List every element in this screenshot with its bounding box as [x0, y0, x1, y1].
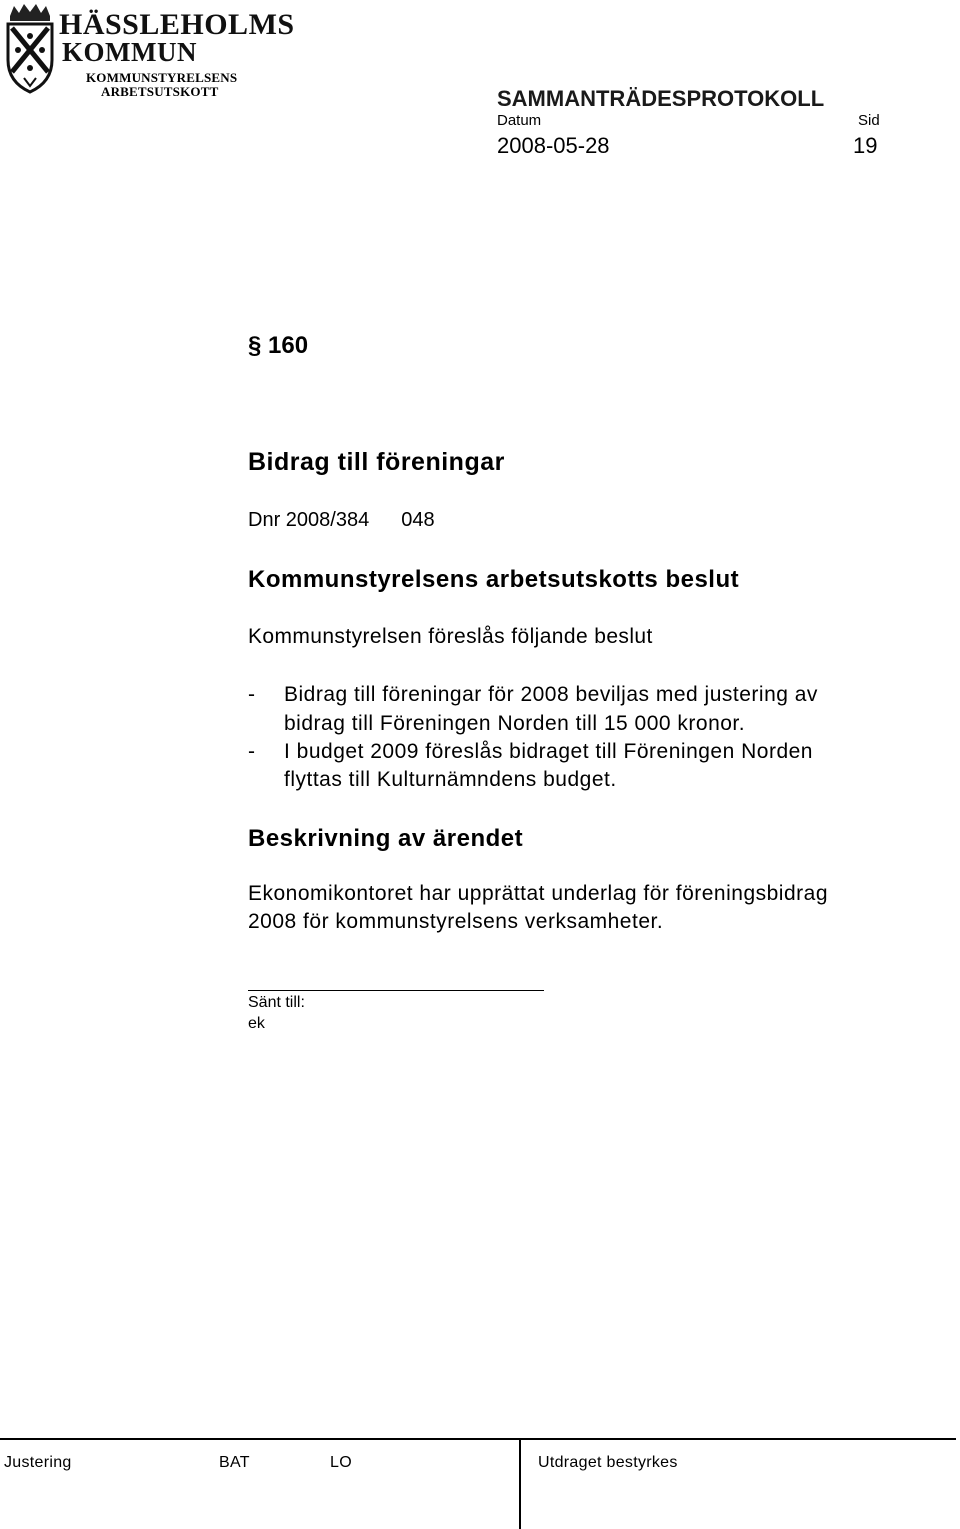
initials-bat: BAT	[219, 1454, 250, 1471]
logo-kommun: KOMMUN	[62, 37, 197, 67]
date-value: 2008-05-28	[497, 133, 610, 158]
decision-heading: Kommunstyrelsens arbetsutskotts beslut	[248, 566, 740, 593]
initials-lo: LO	[330, 1454, 352, 1471]
case-number	[248, 509, 435, 532]
bullet-2-line-2: flyttas till Kulturnämndens budget.	[284, 768, 617, 791]
certified-label: Utdraget bestyrkes	[538, 1454, 678, 1471]
footer-rule	[0, 1438, 956, 1440]
document-type: SAMMANTRÄDESPROTOKOLL	[497, 86, 825, 111]
divider-line	[248, 990, 544, 991]
justering-label: Justering	[4, 1454, 72, 1471]
bullet-dash: -	[248, 740, 255, 763]
description-heading: Beskrivning av ärendet	[248, 825, 524, 852]
section-title: Bidrag till föreningar	[248, 448, 505, 476]
municipality-logo	[4, 2, 295, 99]
footer-divider	[519, 1438, 521, 1529]
dnr-code: 048	[401, 509, 435, 531]
bullet-dash: -	[248, 683, 255, 706]
logo-board: KOMMUNSTYRELSENS	[86, 70, 238, 85]
page-label: Sid	[858, 112, 880, 129]
bullet-2-line-1: I budget 2009 föreslås bidraget till Föreningen Norden	[284, 740, 813, 763]
coat-of-arms-icon	[4, 2, 56, 96]
bullet-1-line-2: bidrag till Föreningen Norden till 15 000 kronor.	[284, 712, 746, 735]
sent-to-value: ek	[248, 1015, 265, 1032]
description-line-1: Ekonomikontoret har upprättat underlag för föreningsbidrag	[248, 882, 829, 905]
logo-committee: ARBETSUTSKOTT	[101, 84, 219, 99]
dnr-label: Dnr 2008/384	[248, 509, 370, 531]
bullet-1-line-1: Bidrag till föreningar för 2008 beviljas med justering av	[284, 683, 818, 706]
logo-name: HÄSSLEHOLMS	[59, 8, 295, 41]
section-number: § 160	[248, 332, 309, 359]
date-label: Datum	[497, 112, 542, 129]
decision-intro: Kommunstyrelsen föreslås följande beslut	[248, 625, 653, 648]
sent-to-label: Sänt till:	[248, 994, 305, 1011]
page-number: 19	[853, 133, 878, 158]
description-line-2: 2008 för kommunstyrelsens verksamheter.	[248, 910, 664, 933]
